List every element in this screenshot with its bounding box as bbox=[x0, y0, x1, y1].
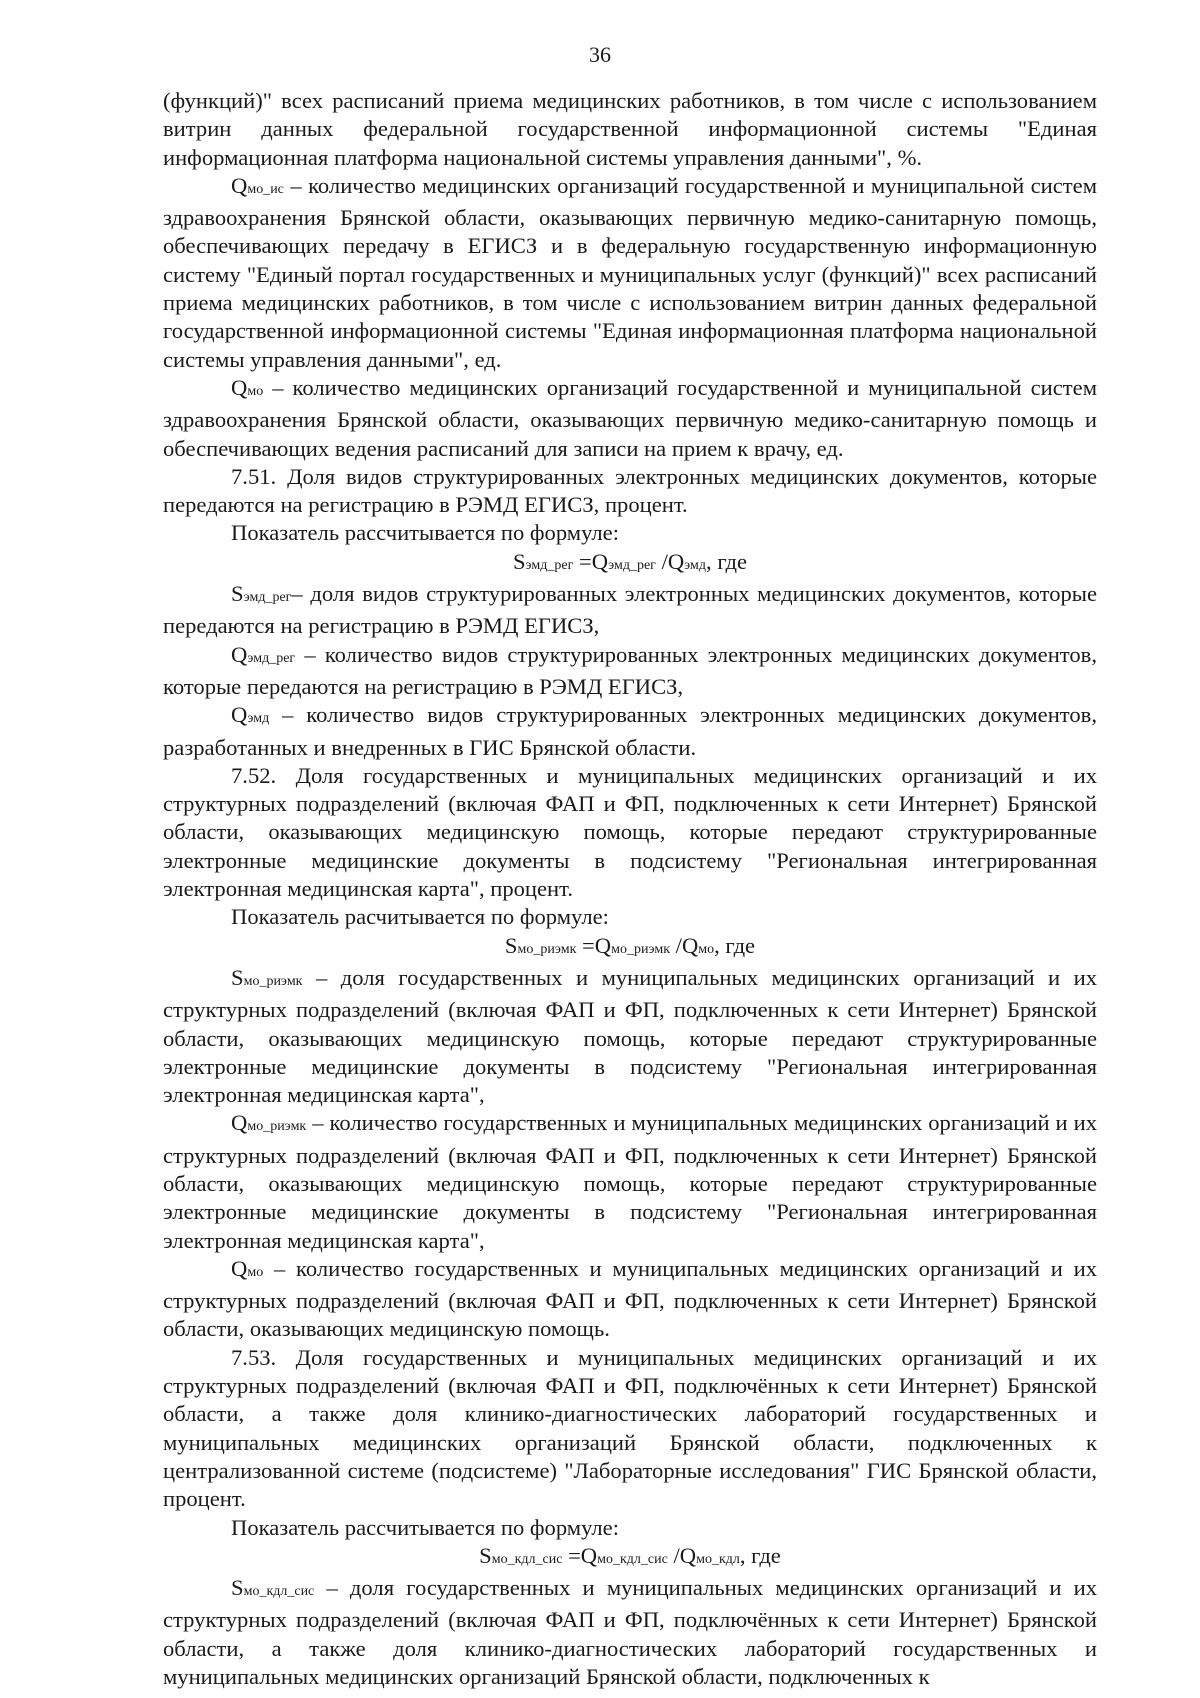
variable-symbol: S bbox=[231, 964, 244, 990]
variable-subscript: эмд bbox=[247, 711, 270, 727]
formula-text: /Q bbox=[655, 548, 685, 574]
variable-symbol: Q bbox=[231, 1110, 248, 1136]
paragraph: (функций)" всех расписаний приема медицинских работников, в том числе с использованием витрин данных федеральной государственной информационной системы "Единая информационная платформа национальной системы управления данными", %. bbox=[163, 88, 1097, 170]
formula-subscript: мо_кдл_сис bbox=[491, 1551, 563, 1567]
formula-subscript: эмд bbox=[684, 557, 707, 573]
formula-subscript: мо_кдл bbox=[696, 1551, 740, 1567]
variable-subscript: мо bbox=[247, 383, 264, 399]
variable-subscript: мо_кдл_сис bbox=[243, 1584, 315, 1600]
variable-symbol: Q bbox=[231, 172, 248, 198]
formula-text: /Q bbox=[670, 932, 699, 958]
definition-paragraph bbox=[163, 701, 1097, 762]
formula bbox=[163, 1542, 1097, 1574]
variable-subscript: мо_риэмк bbox=[243, 973, 303, 989]
paragraph: Показатель расчитывается по формуле: bbox=[231, 904, 609, 930]
formula bbox=[163, 932, 1097, 964]
variable-subscript: эмд_рег bbox=[243, 590, 292, 606]
formula-text: , где bbox=[739, 1542, 781, 1568]
definition-paragraph bbox=[163, 1574, 1097, 1691]
formula-text: =Q bbox=[573, 548, 609, 574]
variable-symbol: Q bbox=[231, 374, 248, 400]
definition-text: – количество государственных и муниципальных медицинских организаций и их структурных подразделений (включая ФАП и ФП, подключенных к сети Интернет) Брянской области, оказывающих медицинскую помощь, которые передают структурированные электронные медицинские документы в подсистему "Региональная интегрированная электронная медицинская карта", bbox=[163, 1110, 1097, 1253]
variable-subscript: мо_риэмк bbox=[247, 1119, 307, 1135]
definition-text: – доля государственных и муниципальных медицинских организаций и их структурных подразделений (включая ФАП и ФП, подключенных к сети Интернет) Брянской области, оказывающих медицинскую помощь, которые передают структурированные электронные медицинские документы в подсистему "Региональная интегрированная электронная медицинская карта", bbox=[163, 964, 1097, 1108]
definition-text: – доля видов структурированных электронных медицинских документов, которые передаются на регистрацию в РЭМД ЕГИСЗ, bbox=[163, 581, 1097, 639]
formula-text: S bbox=[504, 932, 518, 958]
definition-text: – количество видов структурированных электронных медицинских документов, которые передаются на регистрацию в РЭМД ЕГИСЗ, bbox=[163, 641, 1097, 699]
formula-text: S bbox=[479, 1542, 492, 1568]
formula-text: , где bbox=[714, 932, 756, 958]
document-body bbox=[163, 87, 1097, 1691]
paragraph: Показатель рассчитывается по формуле: bbox=[231, 520, 619, 546]
paragraph: Показатель рассчитывается по формуле: bbox=[231, 1514, 619, 1540]
definition-paragraph bbox=[163, 964, 1097, 1109]
definition-paragraph bbox=[163, 580, 1097, 641]
definition-text: – количество государственных и муниципальных медицинских организаций и их структурных подразделений (включая ФАП и ФП, подключенных к сети Интернет) Брянской области, оказывающих медицинскую помощь. bbox=[163, 1255, 1097, 1342]
paragraph: 7.51. Доля видов структурированных электронных медицинских документов, которые передаются на регистрацию в РЭМД ЕГИСЗ, процент. bbox=[163, 463, 1097, 518]
definition-text: – количество медицинских организаций государственной и муниципальной систем здравоохранения Брянской области, оказывающих первичную медико-санитарную помощь, обеспечивающих передачу в ЕГИСЗ и в федеральную государственную информационную систему "Единый портал государственных и муниципальных услуг (функций)" всех расписаний приема медицинских работников, в том числе с использованием витрин данных федеральной государственной информационной системы "Единая информационная платформа национальной системы управления данными", ед. bbox=[163, 172, 1097, 372]
paragraph: 7.53. Доля государственных и муниципальных медицинских организаций и их структурных подразделений (включая ФАП и ФП, подключённых к сети Интернет) Брянской области, а также доля клинико-диагностических лабораторий государственных и муниципальных медицинских организаций Брянской области, подключенных к централизованной системе (подсистеме) "Лабораторные исследования" ГИС Брянской области, процент. bbox=[163, 1344, 1097, 1512]
definition-text: – доля государственных и муниципальных медицинских организаций и их структурных подразделений (включая ФАП и ФП, подключённых к сети Интернет) Брянской области, а также доля клинико-диагностических лабораторий государственных и муниципальных медицинских организаций Брянской области, подключенных к bbox=[163, 1575, 1097, 1690]
variable-subscript: эмд_рег bbox=[247, 650, 296, 666]
formula-subscript: эмд_рег bbox=[608, 557, 656, 573]
variable-symbol: S bbox=[231, 581, 244, 607]
definition-text: – количество медицинских организаций государственной и муниципальной систем здравоохранения Брянской области, оказывающих первичную медико-санитарную помощь и обеспечивающих ведения расписаний для записи на прием к врачу, ед. bbox=[163, 374, 1097, 461]
variable-symbol: Q bbox=[231, 641, 248, 667]
formula-text: S bbox=[512, 548, 526, 574]
definition-paragraph bbox=[163, 1255, 1097, 1344]
formula-subscript: мо bbox=[698, 941, 715, 957]
formula-subscript: мо_риэмк bbox=[517, 941, 577, 957]
definition-text: – количество видов структурированных электронных медицинских документов, разработанных и внедренных в ГИС Брянской области. bbox=[163, 702, 1097, 760]
page-number: 36 bbox=[589, 42, 611, 67]
variable-symbol: Q bbox=[231, 1255, 248, 1281]
paragraph: 7.52. Доля государственных и муниципальных медицинских организаций и их структурных подразделений (включая ФАП и ФП, подключенных к сети Интернет) Брянской области, оказывающих медицинскую помощь, которые передают структурированные электронные медицинские документы в подсистему "Региональная интегрированная электронная медицинская карта", процент. bbox=[163, 762, 1097, 902]
definition-paragraph bbox=[163, 641, 1097, 702]
definition-paragraph bbox=[163, 1109, 1097, 1254]
formula-text: =Q bbox=[576, 932, 612, 958]
formula bbox=[163, 548, 1097, 580]
formula-text: =Q bbox=[562, 1542, 598, 1568]
formula-text: , где bbox=[706, 548, 748, 574]
formula-text: /Q bbox=[667, 1542, 697, 1568]
definition-paragraph bbox=[163, 172, 1097, 374]
variable-symbol: Q bbox=[231, 702, 248, 728]
variable-symbol: S bbox=[231, 1575, 244, 1601]
formula-subscript: мо_риэмк bbox=[611, 941, 671, 957]
formula-subscript: мо_кдл_сис bbox=[597, 1551, 668, 1567]
variable-subscript: мо bbox=[247, 1264, 264, 1280]
definition-paragraph bbox=[163, 374, 1097, 463]
variable-subscript: мо_ис bbox=[247, 181, 284, 197]
formula-subscript: эмд_рег bbox=[525, 557, 574, 573]
